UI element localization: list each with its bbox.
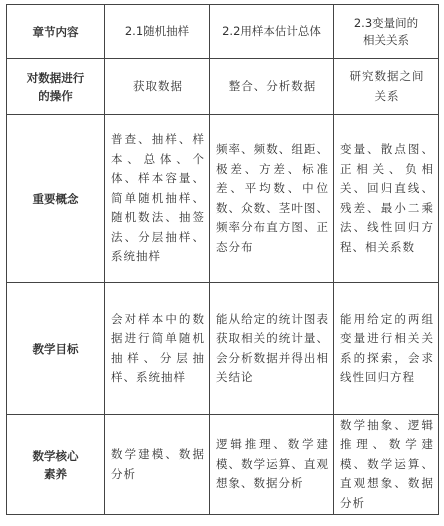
- cell-operations-correlation: [334, 59, 439, 115]
- table-row-operations: [7, 59, 439, 115]
- header-correlation: [334, 5, 439, 59]
- cell-literacy-estimate: 逻辑推理、数学建模、数学运算、直观想象、数据分析: [210, 415, 334, 515]
- cell-concepts-sampling: 普查、抽样、样本、总体、个体、样本容量、简单随机抽样、随机数法、抽签法、分层抽样、系统抽样: [105, 115, 210, 283]
- cell-concepts-correlation: 变量、散点图、正相关、负相关、回归直线、残差、最小二乘法、线性回归方程、相关系数: [334, 115, 439, 283]
- row-label-literacy: [7, 415, 105, 515]
- cell-operations-estimate: 整合、分析数据: [210, 59, 334, 115]
- row-label-literacy-line2: 素养: [44, 466, 67, 481]
- cell-operations-sampling: 获取数据: [105, 59, 210, 115]
- header-correlation-line1: 2.3变量间的: [353, 15, 419, 30]
- header-sample-estimate: 2.2用样本估计总体: [210, 5, 334, 59]
- table-row-goals: [7, 283, 439, 415]
- row-label-literacy-line1: 数学核心: [32, 448, 79, 463]
- row-label-goals: 教学目标: [7, 283, 105, 415]
- cell-literacy-sampling: 数学建模、数据分析: [105, 415, 210, 515]
- cell-goals-correlation: 能用给定的两组变量进行相关关系的探索，会求线性回归方程: [334, 283, 439, 415]
- cell-concepts-estimate: 频率、频数、组距、极差、方差、标准差、平均数、中位数、众数、茎叶图、频率分布直方图、正态分布: [210, 115, 334, 283]
- table-row-literacy: [7, 415, 439, 515]
- row-label-concepts: 重要概念: [7, 115, 105, 283]
- cell-operations-correlation-line2: 关系: [374, 88, 400, 103]
- content-table: [6, 4, 439, 515]
- cell-goals-sampling: 会对样本中的数据进行简单随机抽样、分层抽样、系统抽样: [105, 283, 210, 415]
- header-correlation-line2: 相关关系: [363, 32, 409, 47]
- row-label-operations: [7, 59, 105, 115]
- cell-operations-correlation-line1: 研究数据之间: [349, 69, 425, 83]
- header-row: [7, 5, 439, 59]
- table-row-concepts: [7, 115, 439, 283]
- header-chapter-content: 章节内容: [7, 5, 105, 59]
- row-label-operations-line1: 对数据进行: [26, 70, 85, 85]
- row-label-operations-line2: 的操作: [38, 88, 73, 103]
- header-random-sampling: 2.1随机抽样: [105, 5, 210, 59]
- cell-goals-estimate: 能从给定的统计图表获取相关的统计量、会分析数据并得出相关结论: [210, 283, 334, 415]
- cell-literacy-correlation: 数学抽象、逻辑推理、数学建模、数学运算、直观想象、数据分析: [334, 415, 439, 515]
